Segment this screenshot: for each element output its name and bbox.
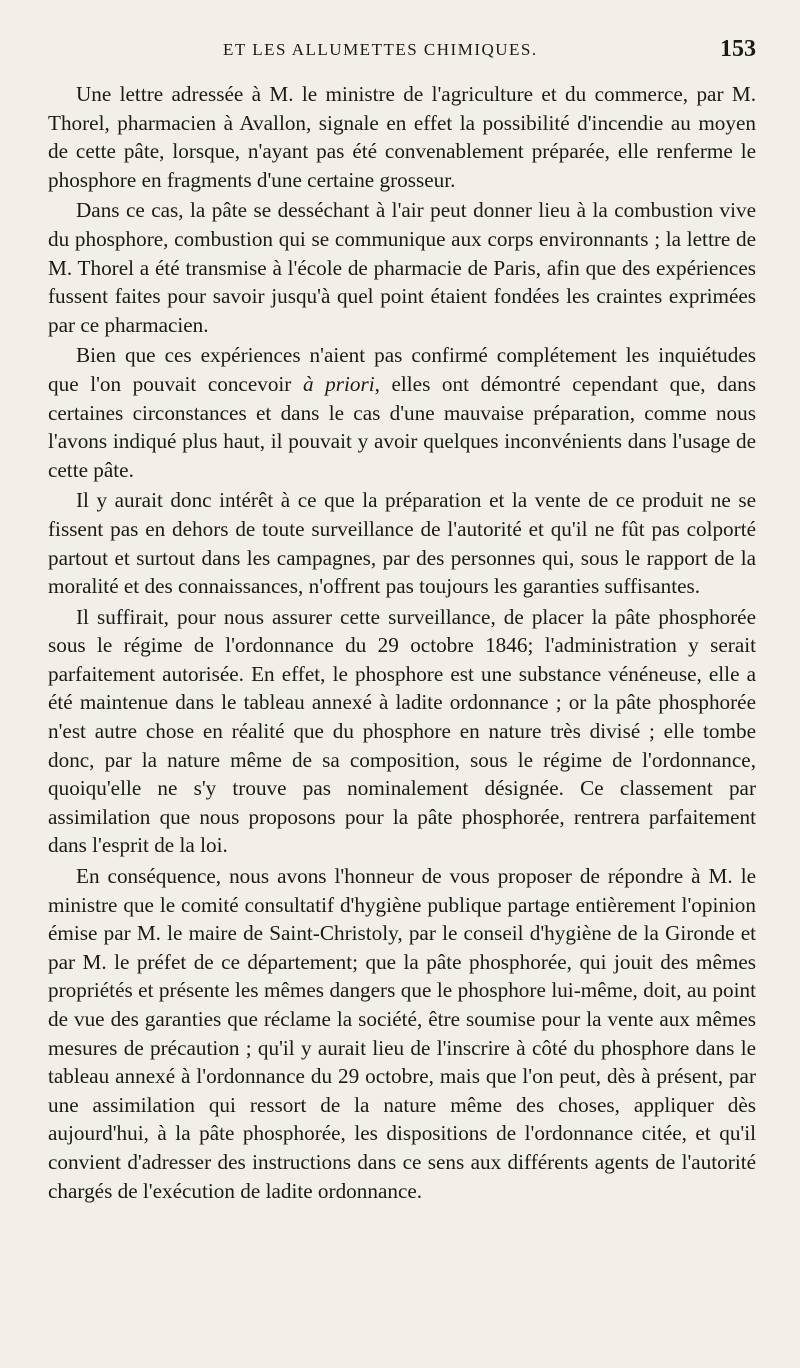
paragraph: [48, 341, 756, 484]
body-text: [48, 80, 756, 1205]
paragraph-text: Bien que ces expériences n'aient pas confirmé complétement les inquiétudes que l'on pouvait concevoir: [48, 343, 756, 396]
running-title: ET LES ALLUMETTES CHIMIQUES.: [223, 40, 538, 59]
page-number: 153: [720, 36, 756, 62]
paragraph: Dans ce cas, la pâte se desséchant à l'air peut donner lieu à la combustion vive du phosphore, combustion qui se communique aux corps environnants ; la lettre de M. Thorel a été transmise à l'école de pharmacie de Paris, afin que des expériences fussent faites pour savoir jusqu'à quel point étaient fondées les craintes exprimées par ce pharmacien.: [48, 198, 756, 337]
paragraph: Une lettre adressée à M. le ministre de l'agriculture et du commerce, par M. Thorel, pharmacien à Avallon, signale en effet la possibilité d'incendie au moyen de cette pâte, lorsque, n'ayant pas été convenablement préparée, elle renferme le phosphore en fragments d'une certaine grosseur.: [48, 82, 756, 192]
paragraph: Il suffirait, pour nous assurer cette surveillance, de placer la pâte phosphorée sous le régime de l'ordonnance du 29 octobre 1846; l'administration y serait parfaitement autorisée. En effet, le phosphore est une substance vénéneuse, elle a été maintenue dans le tableau annexé à ladite ordonnance ; or la pâte phosphorée n'est autre chose en réalité que du phosphore en nature très divisé ; elle tombe donc, par la nature même de sa composition, sous le régime de l'ordonnance, quoiqu'elle ne s'y trouve pas nominalement désignée. Ce classement par assimilation que nous proposons pour la pâte phosphorée, rentrera parfaitement dans l'esprit de la loi.: [48, 604, 756, 858]
running-head: [48, 36, 756, 70]
paragraph: Il y aurait donc intérêt à ce que la préparation et la vente de ce produit ne se fissent pas en dehors de toute surveillance de l'autorité et qu'il ne fût pas colporté partout et surtout dans les campagnes, par des personnes qui, sous le rapport de la moralité et des connaissances, n'offrent pas toujours les garanties suffisantes.: [48, 488, 756, 599]
paragraph: En conséquence, nous avons l'honneur de vous proposer de répondre à M. le ministre que le comité consultatif d'hygiène publique partage entièrement l'opinion émise par M. le maire de Saint-Christoly, par le conseil d'hygiène de la Gironde et par M. le préfet de ce département; que la pâte phosphorée, qui jouit des mêmes propriétés et présente les mêmes dangers que le phosphore lui-même, doit, au point de vue des garanties que réclame la société, être soumise pour la vente aux mêmes mesures de précaution ; qu'il y aurait lieu de l'inscrire à côté du phosphore dans le tableau annexé à l'ordonnance du 29 octobre, mais que l'on peut, dès à présent, par une assimilation qui ressort de la nature même des choses, appliquer dès aujourd'hui, à la pâte phosphorée, les dispositions de l'ordonnance citée, et qu'il convient d'adresser des instructions dans ce sens aux différents agents de l'autorité chargés de l'exécution de ladite ordonnance.: [48, 864, 756, 1203]
paragraph-text: , elles ont démontré cependant que, dans certaines circonstances et dans le cas d'une mauvaise préparation, comme nous l'avons indiqué plus haut, il pouvait y avoir quelques inconvénients dans l'usage de cette pâte.: [48, 371, 757, 482]
italic-phrase: à priori: [302, 371, 375, 396]
